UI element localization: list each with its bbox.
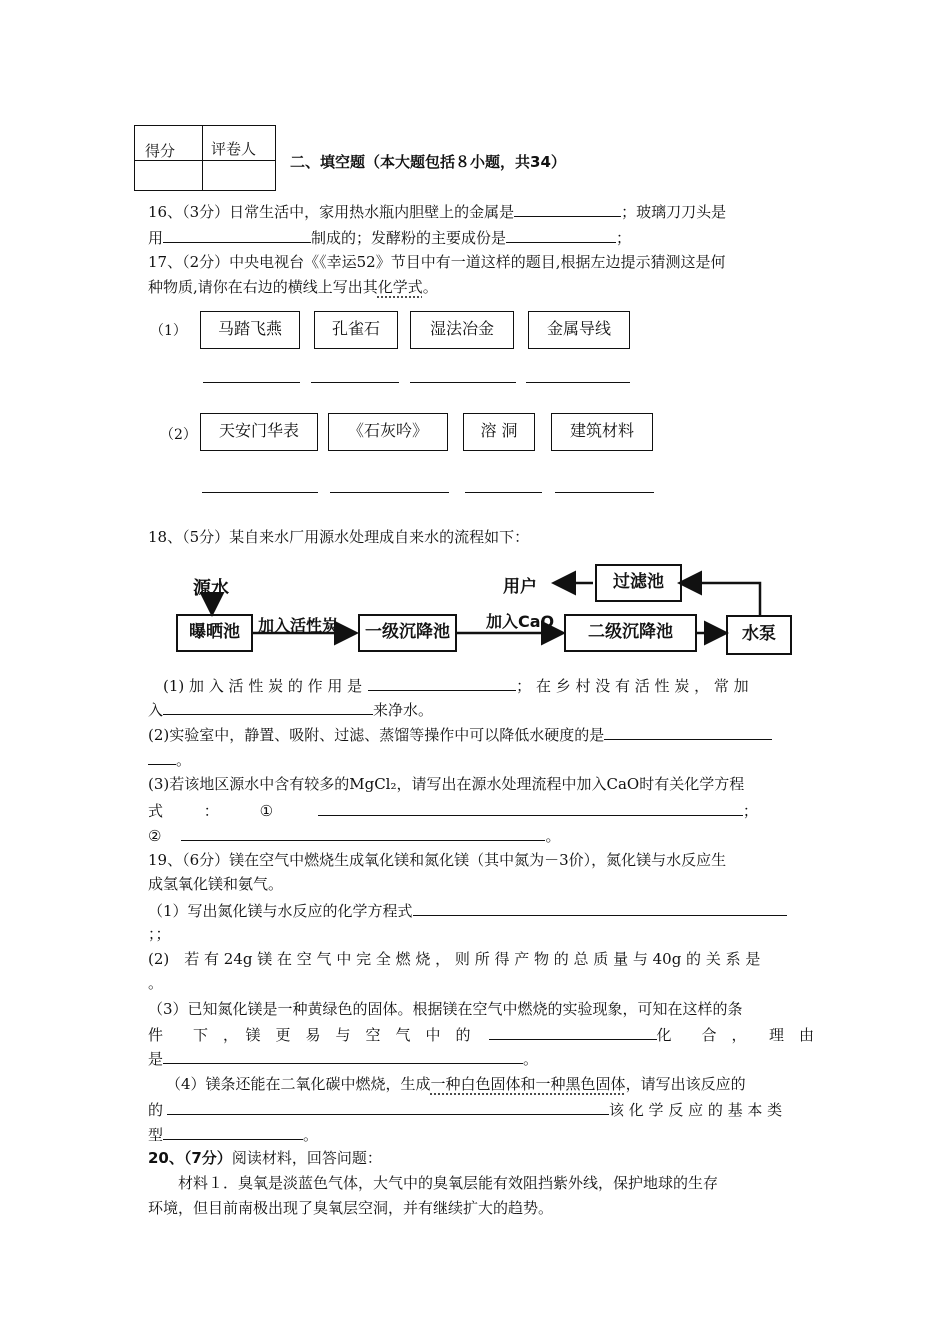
answer-blank[interactable] [604,723,772,740]
score-label: 得分 [145,142,176,160]
q18-p1-line1 [163,674,749,697]
answer-blank[interactable] [318,799,743,816]
q16-text: 16、（3分）日常生活中，家用热水瓶内胆壁上的金属是 [148,203,515,221]
secondary-settle-box: 二级沉降池 [564,614,697,652]
answer-blank[interactable] [163,698,373,715]
add-cao-label: 加入CaO [486,612,555,631]
answer-blank[interactable] [181,824,545,841]
q16-text: 用 [148,229,164,247]
q18-title: 18、（5分）某自来水厂用源水处理成自来水的流程如下： [148,528,530,546]
q20-text: 阅读材料，回答问题： [231,1149,382,1167]
q18-p2-line1 [148,723,772,746]
q19-p4-line2 [148,1098,782,1121]
pump-box: 水泵 [726,615,792,655]
q19-p3-line1: （3）已知氮化镁是一种黄绿色的固体。根据镁在空气中燃烧的实验现象，可知在这样的条 [148,1000,743,1018]
group1-label: （1） [150,323,187,339]
q16-text: 制成的；发酵粉的主要成份是 [311,229,507,247]
q19-p3-line3 [148,1047,538,1070]
q19-text: 型 [148,1126,164,1144]
q17-text: 。 [422,278,438,296]
q18-p2-line2 [148,748,191,771]
q18-text: 。 [545,827,561,845]
q18-text: ： [203,802,219,820]
q18-p1-line2 [148,698,433,721]
q19-text: ，请写出该反应的 [625,1075,746,1093]
clue-box: 天安门华表 [200,413,318,451]
q17-text: 种物质,请你在右边的横线上写出其 [148,278,378,296]
q19-p4-line1 [166,1073,746,1095]
q19-p2-line2: 。 [148,974,164,992]
sun-pool-box: 曝晒池 [176,614,253,652]
q20-title [148,1147,382,1169]
q19-text: 该 化 学 反 应 的 基 本 类 [609,1101,783,1119]
answer-blank[interactable] [413,899,787,916]
q18-text: 来净水。 [373,701,434,719]
answer-blank[interactable] [167,1098,609,1115]
answer-blank[interactable] [368,674,516,691]
q19-emphasis: 一种白色固体和一种黑色固体 [430,1075,626,1093]
q17-emphasis: 化学式 [377,278,423,296]
q19-text: （4）镁条还能在二氧化碳中燃烧，生成 [166,1075,431,1093]
q19-p1-line1 [148,899,787,922]
q16-text: ； [616,229,632,247]
answer-blank[interactable] [163,1123,303,1140]
q18-text: 。 [176,751,192,769]
q19-text: （1）写出氮化镁与水反应的化学方程式 [148,902,413,920]
q18-text: 入 [148,701,164,719]
q19-p4-line3 [148,1123,318,1146]
clue-box: 溶 洞 [463,413,535,451]
q18-text: 式 [148,802,164,820]
q18-text: ② [148,827,162,845]
q18-text: ； [742,802,758,820]
q18-text: (2)实验室中，静置、吸附、过滤、蒸馏等操作中可以降低水硬度的是 [148,726,605,744]
clue-box: 马踏飞燕 [200,311,300,349]
q18-p3-line3 [148,824,560,847]
q18-p3-line1: (3)若该地区源水中含有较多的MgCl₂，请写出在源水处理流程中加入CaO时有关化学方程 [148,775,745,793]
q20-material1-line2: 环境，但目前南极出现了臭氧层空洞，并有继续扩大的趋势。 [148,1199,554,1217]
q16-text: ；玻璃刀刀头是 [621,203,727,221]
q19-text: 的 [148,1101,164,1119]
q19-line2: 成氢氧化镁和氨气。 [148,875,284,893]
clue-box: 《石灰吟》 [328,413,448,451]
clue-box: 湿法冶金 [410,311,514,349]
grader-label: 评卷人 [211,140,257,158]
q19-p3-line2 [148,1023,814,1046]
q19-text: 件 下 ， 镁 更 易 与 空 气 中 的 [148,1026,471,1044]
q20-number: 20、（7分） [148,1149,232,1167]
q19-p2-line1: (2) 若 有 24g 镁 在 空 气 中 完 全 燃 烧 ， 则 所 得 产 物 的 总 质 量 与 40g 的 关 系 是 [148,950,761,968]
q18-text: ； 在 乡 村 没 有 活 性 炭 ， 常 加 [516,677,749,695]
clue-box: 金属导线 [528,311,630,349]
user-label: 用户 [503,577,537,597]
clue-box: 孔雀石 [314,311,398,349]
section-title: 二、填空题（本大题包括８小题，共34） [290,153,566,171]
answer-blank[interactable] [148,748,176,765]
group2-label: （2） [160,427,197,443]
clue-box: 建筑材料 [551,413,653,451]
q19-text: 。 [523,1050,539,1068]
q19-p1-line2: ；； [148,925,171,943]
source-label: 源水 [193,578,229,599]
primary-settle-box: 一级沉降池 [358,614,457,652]
q18-p3-line2 [148,799,758,822]
answer-blank[interactable] [163,1047,523,1064]
add-carbon-label: 加入活性炭 [258,616,339,635]
q17-line1: 17、（2分）中央电视台《《幸运52》节目中有一道这样的题目,根据左边提示猜测这是何 [148,253,726,271]
q19-text: 是 [148,1050,164,1068]
q18-text: ① [259,802,274,820]
q19-text: 。 [303,1126,319,1144]
q19-text: 化 合 ， 理 由 [656,1026,815,1044]
answer-blank[interactable] [489,1023,657,1040]
q18-text: (1) 加 入 活 性 炭 的 作 用 是 [163,677,363,695]
filter-pool-box: 过滤池 [595,564,682,602]
q19-line1: 19、（6分）镁在空气中燃烧生成氧化镁和氮化镁（其中氮为－3价），氮化镁与水反应生 [148,851,727,869]
q20-material1-line1: 材料１．臭氧是淡蓝色气体，大气中的臭氧层能有效阻挡紫外线，保护地球的生存 [178,1174,719,1192]
